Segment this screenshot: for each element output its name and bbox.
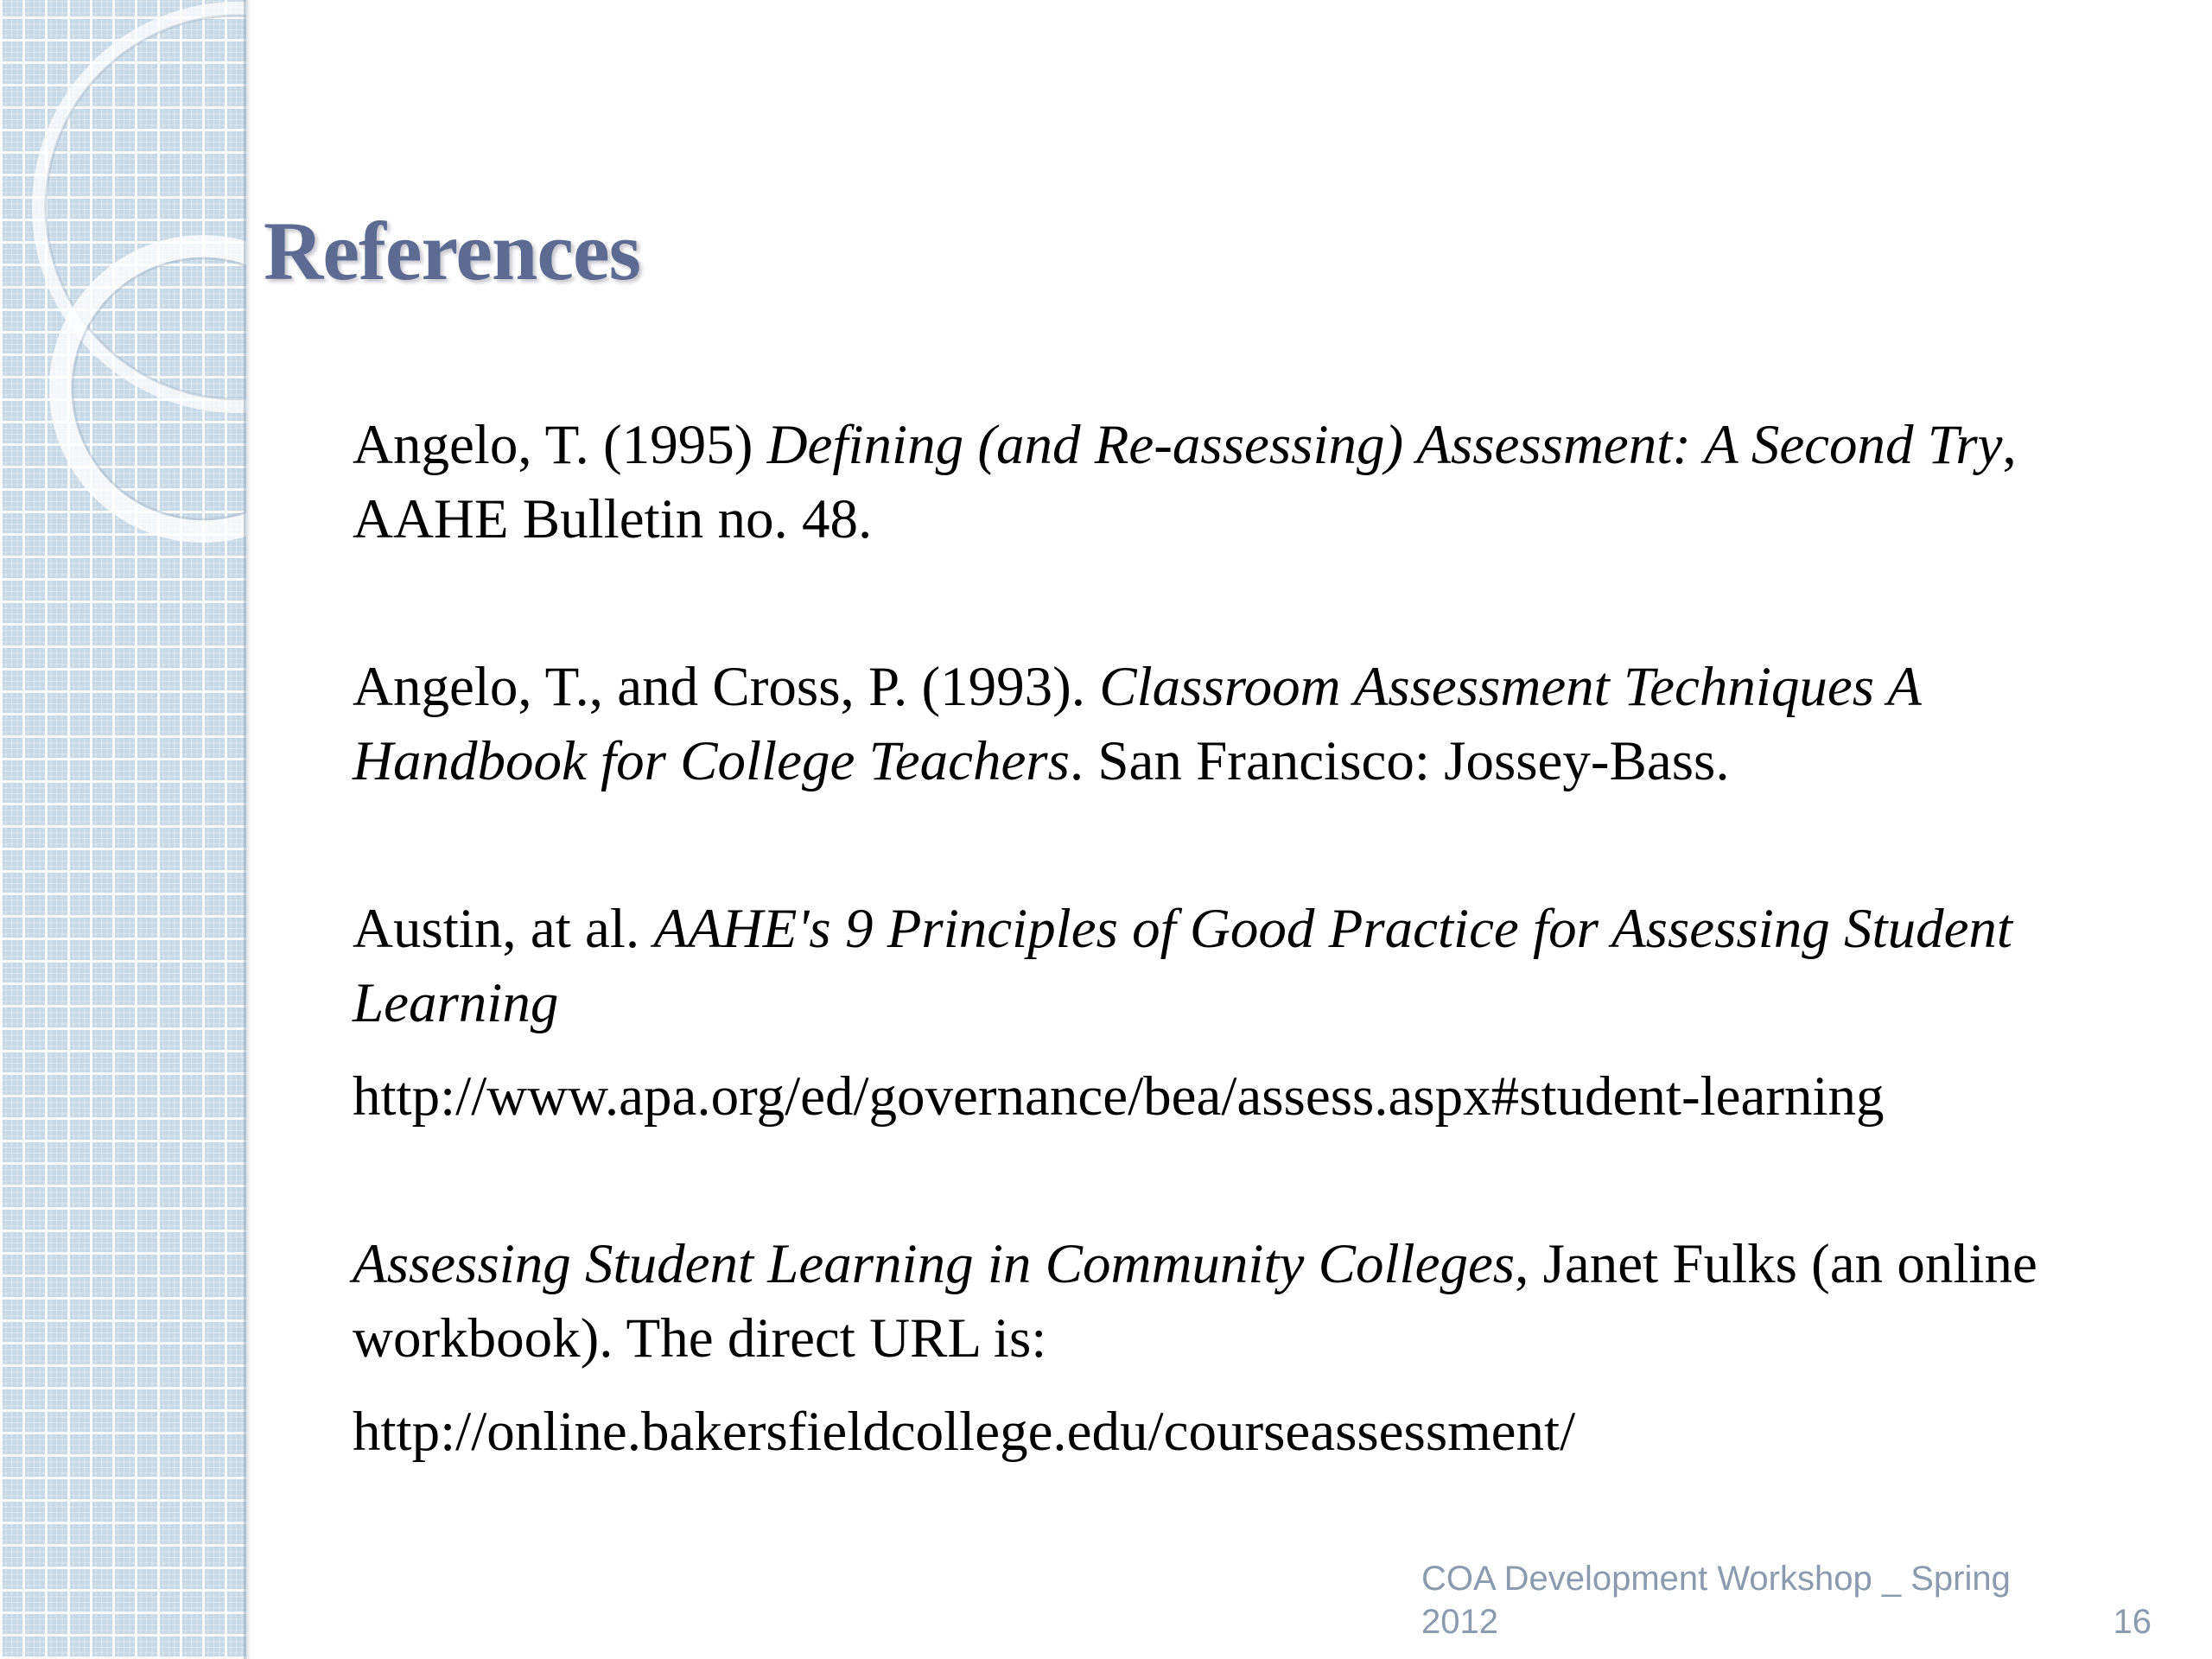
reference-author: Austin, at al. — [353, 898, 654, 960]
reference-url[interactable]: http://www.apa.org/ed/governance/bea/assess.aspx#student-learning — [353, 1065, 1885, 1128]
reference-title: Classroom Assessment Techniques A Handbook for College Teachers — [353, 656, 1921, 792]
references-list — [353, 408, 2124, 1469]
reference-item — [353, 892, 2124, 1134]
reference-title: Assessing Student Learning in Community Colleges — [353, 1233, 1516, 1295]
reference-source: . San Francisco: Jossey-Bass. — [1069, 730, 1730, 792]
reference-source: , Janet Fulks (an online workbook). The direct URL is: — [353, 1233, 2037, 1370]
reference-title: AAHE's 9 Principles of Good Practice for Assessing Student Learning — [353, 898, 2012, 1034]
reference-source: , AAHE Bulletin no. 48. — [353, 414, 2017, 550]
sidebar-edge-shadow — [244, 0, 251, 1659]
reference-item — [353, 408, 2124, 556]
reference-item — [353, 1227, 2124, 1469]
reference-author: Angelo, T. (1995) — [353, 414, 767, 476]
slide-title: References — [264, 205, 640, 297]
reference-item — [353, 650, 2124, 798]
page-number: 16 — [2113, 1603, 2152, 1641]
decorative-rings — [0, 0, 246, 605]
decorative-sidebar — [0, 0, 246, 1659]
slide-footer: COA Development Workshop _ Spring 2012 — [1421, 1560, 2011, 1641]
reference-author: Angelo, T., and Cross, P. (1993). — [353, 656, 1100, 718]
reference-url[interactable]: http://online.bakersfieldcollege.edu/courseassessment/ — [353, 1401, 1576, 1463]
reference-title: Defining (and Re-assessing) Assessment: A Second Try — [766, 414, 2003, 476]
